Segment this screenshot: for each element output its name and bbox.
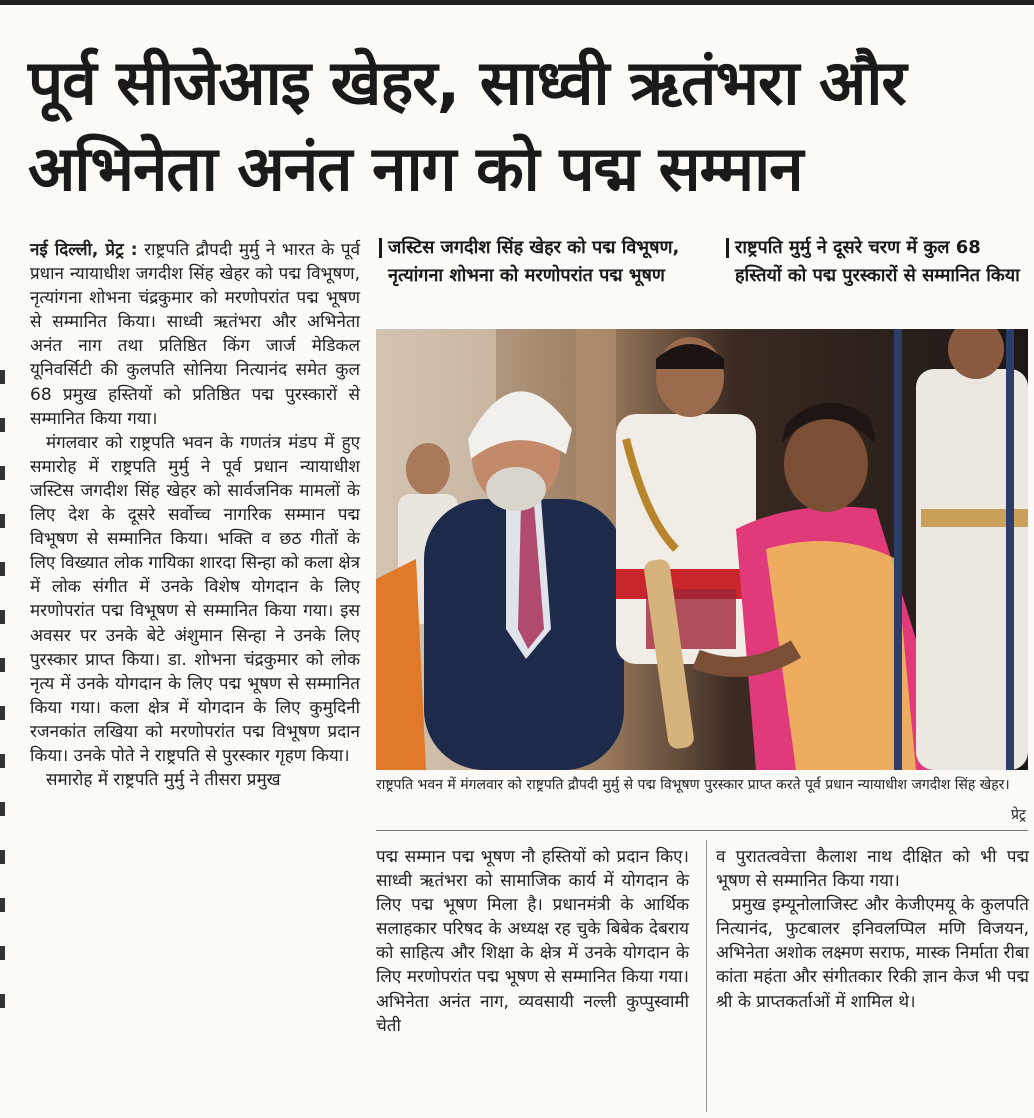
column-2-paragraph: पद्म सम्मान पद्म भूषण नौ हस्तियों को प्रदान किए। साध्वी ऋतंभरा को सामाजिक कार्य में योगदान के लिए पद्म भूषण मिला है। प्रधानमंत्री के आर्थिक सलाहकार परिषद के अध्यक्ष रह चुके बिबेक देबराय को साहित्य और शिक्षा के क्षेत्र में उनके योगदान के लिए मरणोपरांत पद्म भूषण से सम्मानित किया गया। अभिनेता अनंत नाग, व्यवसायी नल्ली कुप्पुस्वामी चेती	[376, 847, 689, 1036]
top-rule	[0, 0, 1034, 5]
paragraph-1-text: राष्ट्रपति द्रौपदी मुर्मु ने भारत के पूर्व प्रधान न्यायाधीश जगदीश सिंह खेहर को पद्म विभूषण, नृत्यांगना शोभना चंद्रकुमार को मरणोपरांत पद्म भूषण से सम्मानित किया। साध्वी ऋतंभरा और अभिनेता अनंत नाग तथा प्रतिष्ठित किंग जार्ज मेडिकल यूनिवर्सिटी की कुलपति सोनिया नित्यानंद समेत कुल 68 प्रमुख हस्तियों को प्रतिष्ठित पद्म पुरस्कारों से सम्मानित किया गया।	[30, 240, 361, 429]
column-3-paragraph-1: व पुरातत्ववेत्ता कैलाश नाथ दीक्षित को भी पद्म भूषण से सम्मानित किया गया।	[716, 847, 1029, 892]
paragraph-3: समारोह में राष्ट्रपति मुर्मु ने तीसरा प्रमुख	[46, 770, 281, 791]
photo-caption-text: राष्ट्रपति भवन में मंगलवार को राष्ट्रपति द्रौपदी मुर्मु से पद्म विभूषण पुरस्कार प्राप्त करते पूर्व प्रधान न्यायाधीश जगदीश सिंह खेहर।	[376, 777, 1010, 793]
headline: पूर्व सीजेआइ खेहर, साध्वी ऋतंभरा और अभिनेता अनंत नाग को पद्म सम्मान	[28, 46, 906, 205]
column-divider	[706, 840, 707, 1112]
paragraph-2: मंगलवार को राष्ट्रपति भवन के गणतंत्र मंडप में हुए समारोह में राष्ट्रपति मुर्मु ने पूर्व प्रधान न्यायाधीश जस्टिस जगदीश सिंह खेहर को सार्वजनिक मामलों के लिए देश के दूसरे सर्वोच्च नागरिक सम्मान पद्म विभूषण से सम्मानित किया। भक्ति व छठ गीतों के लिए विख्यात लोक गायिका शारदा सिन्हा को कला क्षेत्र में लोक संगीत में उनके विशेष योगदान के लिए मरणोपरांत पद्म विभूषण से सम्मानित किया गया। इस अवसर पर उनके बेटे अंशुमान सिन्हा ने उनके लिए पुरस्कार प्राप्त किया। डा. शोभना चंद्रकुमार को लोक नृत्य में उनके योगदान के लिए पद्म भूषण से सम्मानित किया गया। कला क्षेत्र में योगदान के लिए कुमुदिनी रजनकांत लखिया को मरणोपरांत पद्म विभूषण प्रदान किया। उनके पोते ने राष्ट्रपति से पुरस्कार गृहण किया।	[30, 432, 360, 766]
column-3-paragraph-2: प्रमुख इम्यूनोलाजिस्ट और केजीएमयू के कुलपति नित्यानंद, फुटबालर इनिवलप्पिल मणि विजयन, अभिनेता अशोक लक्ष्मण सराफ, मास्क निर्माता रीबा कांता महंता और संगीतकार रिकी ज्ञान केज भी पद्म श्री के प्राप्तकर्ताओं में शामिल थे।	[716, 895, 1029, 1012]
photo-caption	[376, 774, 1028, 831]
ceremony-photo-illustration	[376, 329, 1028, 770]
adjacent-column-edge	[0, 370, 6, 1070]
deck-68-honourees	[735, 234, 1025, 290]
paragraph-1	[30, 238, 360, 431]
article-column-1	[30, 238, 360, 792]
deck-khehar	[388, 234, 688, 290]
deck-khehar-text: जस्टिस जगदीश सिंह खेहर को पद्म विभूषण, नृत्यांगना शोभना को मरणोपरांत पद्म भूषण	[388, 237, 680, 286]
deck-68-honourees-text: राष्ट्रपति मुर्मु ने दूसरे चरण में कुल 68 हस्तियों को पद्म पुरस्कारों से सम्मानित किया	[735, 237, 1020, 286]
dateline: नई दिल्ली, प्रेट्र :	[30, 240, 138, 260]
article-column-2	[376, 845, 689, 1038]
photo-credit: प्रेट्र	[1010, 807, 1026, 823]
article-column-3	[716, 845, 1029, 1014]
ceremony-photo	[376, 329, 1028, 770]
